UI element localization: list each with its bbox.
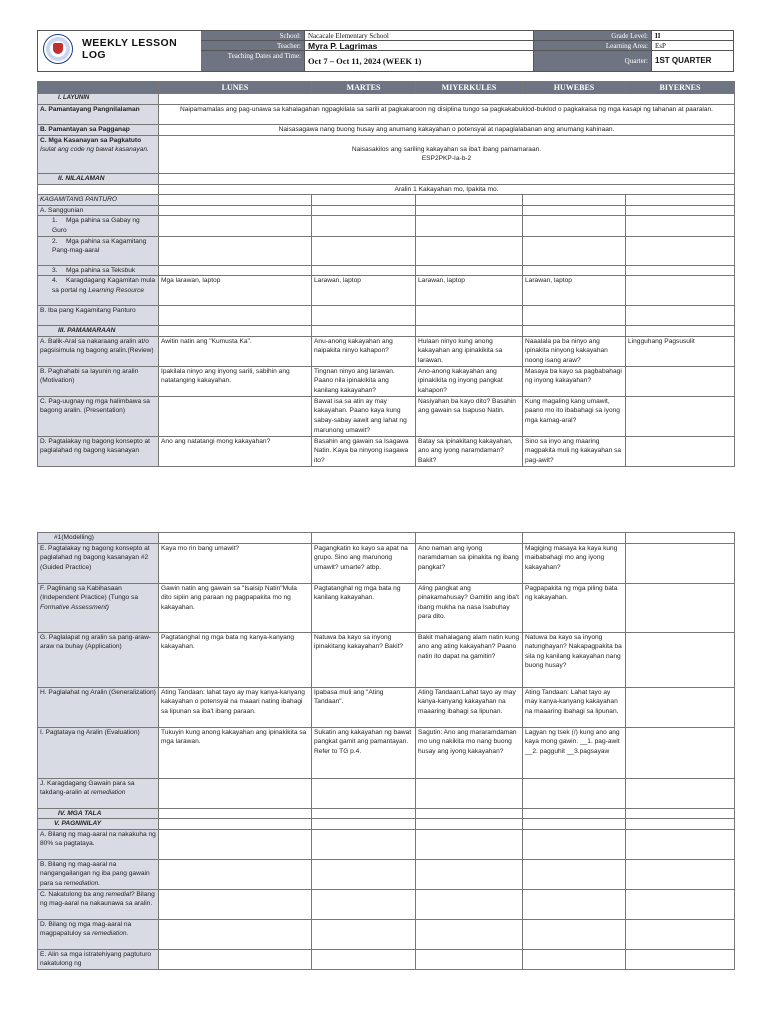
cell: Kung magaling kang umawit, paano mo ito ibabahagi sa iyong mga kamag-aral? (523, 396, 626, 436)
cell: Pagpapakita ng mga piling bata ng kakayahan. (523, 583, 626, 632)
row-label: A. Balik-Aral sa nakaraang aralin at/o pagsisimula ng bagong aralin.(Review) (38, 336, 159, 366)
cell: Pagangkatin ko kayo sa apat na grupo. Sino ang marunong umawit? umarte? atbp. (312, 543, 416, 583)
row-label: F. Paglinang sa Kabihasaan (Independent Practice) (Tungo sa Formative Assessment) (38, 583, 159, 632)
cell (626, 366, 735, 396)
row-label: G. Paglalapat ng aralin sa pang-araw-araw na buhay (Application) (38, 632, 159, 687)
cell: Tingnan ninyo ang larawan. Paano nila ipinakikita ang kanilang kakayahan? (312, 366, 416, 396)
row-label: 2. Mga pahina sa Kagamitang Pang-mag-aaral (38, 236, 159, 265)
cell: Basahin ang gawain sa Isagawa Natin. Kaya ba ninyong isagawa ito? (312, 436, 416, 466)
teacher-label: Teacher: (201, 41, 305, 51)
section-pamamaraan: III. PAMAMARAAN (38, 326, 159, 337)
cell: Ipakilala ninyo ang inyong sarili, sabihin ang natatanging kakayahan. (159, 366, 312, 396)
logo-area (38, 31, 202, 71)
quarter-label: Quarter: (534, 51, 652, 71)
cell: Bakit mahalagang alam natin kung ano ang ating kakayahan? Paano natin ito dapat na gamitin? (416, 632, 523, 687)
day-header: LUNES (159, 82, 312, 94)
cell: Ipabasa muli ang "Ating Tandaan". (312, 687, 416, 727)
row-label: B. Bilang ng mag-aaral na nangangailangan ng iba pang gawain para sa remediation. (38, 859, 159, 889)
row-label: D. Bilang ng mga mag-aaral na magpapatuloy sa remediation. (38, 919, 159, 949)
cell: Lingguhang Pagsusulit (626, 336, 735, 366)
cell: Mga larawan, laptop (159, 276, 312, 306)
teaching-dates-value: Oct 7 – Oct 11, 2024 (WEEK 1) (305, 51, 534, 71)
row-label: B. Pamantayan sa Pagganap (38, 124, 159, 135)
cell: Ating Tandaan: Lahat tayo ay may kanya-kanyang kakayahan na maaaring ibahagi sa lipunan. (523, 687, 626, 727)
cell: Ating Tandaan: lahat tayo ay may kanya-kanyang kakayahan o potensyal na maaari nating ibahagi sa lipunan sa iba't ibang paraan. (159, 687, 312, 727)
school-label: School: (201, 31, 305, 41)
cell (626, 727, 735, 778)
cell: Naaalala pa ba ninyo ang ipinakita ninyong kakayahan noong isang araw? (523, 336, 626, 366)
lesson-title: Aralin 1 Kakayahan mo, Ipakita mo. (159, 184, 735, 195)
cell: Sukatin ang kakayahan ng bawat pangkat gamit ang pamantayan. Refer to TG p.4. (312, 727, 416, 778)
cell (626, 436, 735, 466)
row-label: D. Pagtalakay ng bagong konsepto at paglalahad ng bagong kasanayan (38, 436, 159, 466)
cell: Natuwa ba kayo sa inyong natunghayan? Nakapagpakita ba sila ng kanilang kakayahan nang buong husay? (523, 632, 626, 687)
row-label: #1(Modelling) (38, 533, 159, 544)
cell (626, 583, 735, 632)
row-label: E. Alin sa mga istratehiyang pagtuturo nakatulong ng (38, 949, 159, 969)
cell (626, 276, 735, 306)
row-label: A. Bilang ng mag-aaral na nakakuha ng 80% sa pagtataya. (38, 829, 159, 859)
learning-area-label: Learning Area: (534, 41, 652, 51)
section-mga-tala: IV. MGA TALA (38, 808, 159, 819)
day-header: MARTES (312, 82, 416, 94)
row-label: 1. Mga pahina sa Gabay ng Guro (38, 216, 159, 236)
cell: Larawan, laptop (416, 276, 523, 306)
lesson-log-header (37, 30, 734, 72)
content-standard: Naipamamalas ang pag-unawa sa kahalagahan ngpagkilala sa sarili at pagkakaroon ng disiplina tungo sa pagkakabuklod-buklod o pagkakaisa ng mga kasapi ng tahanan at paaralan. (159, 104, 735, 124)
cell: Pagtatanghal ng mga bata ng kanya-kanyang kakayahan. (159, 632, 312, 687)
row-label: E. Pagtalakay ng bagong konsepto at paglalahad ng bagong kasanayan #2 (Guided Practice) (38, 543, 159, 583)
cell: Masaya ba kayo sa pagbabahagi ng inyong kakayahan? (523, 366, 626, 396)
cell: Batay sa ipinakitang kakayahan, ano ang iyong naramdaman? Bakit? (416, 436, 523, 466)
row-label: H. Paglalahat ng Aralin (Generalization) (38, 687, 159, 727)
cell: Natuwa ba kayo sa inyong ipinakitang kakayahan? Bakit? (312, 632, 416, 687)
cell: Gawin natin ang gawain sa "Isaisip Natin"Mula dito sipiin ang paraan ng pagpapakita mo ng kakayahan. (159, 583, 312, 632)
cell: Tukuyin kung anong kakayahan ang ipinakikita sa mga larawan. (159, 727, 312, 778)
lesson-log-table-page-1 (37, 81, 735, 467)
section-nilalaman: II. NILALAMAN (38, 173, 159, 184)
day-header: HUWEBES (523, 82, 626, 94)
cell: Aling pangkat ang pinakamahusay? Gamitin ang iba't ibang mukha na nasa Isabuhay para dito. (416, 583, 523, 632)
section-pagninilay: V. PAGNINILAY (38, 819, 159, 830)
cell: Sino sa inyo ang maaring magpakita muli ng kakayahan sa pag-awit? (523, 436, 626, 466)
cell: Nasiyahan ba kayo dito? Basahin ang gawain sa Isapuso Natin. (416, 396, 523, 436)
cell: Ano ang natatangi mong kakayahan? (159, 436, 312, 466)
row-label: A. Sanggunian (38, 205, 159, 216)
learning-area-value: EsP (652, 41, 733, 51)
cell (626, 396, 735, 436)
row-label: C. Pag-uugnay ng mga halimbawa sa bagong aralin. (Presentation) (38, 396, 159, 436)
cell: Anu-anong kakayahan ang naipakita ninyo kahapon? (312, 336, 416, 366)
cell: Ano-anong kakayahan ang ipinakikita ng inyong pangkat kahapon? (416, 366, 523, 396)
row-label: J. Karagdagang Gawain para sa takdang-aralin at remediation (38, 778, 159, 808)
row-label: B. Paghahabi sa layunin ng aralin (Motivation) (38, 366, 159, 396)
cell: Ating Tandaan:Lahat tayo ay may kanya-kanyang kakayahan na maaaring ibahagi sa lipunan. (416, 687, 523, 727)
document-title: WEEKLY LESSON LOG (82, 37, 178, 61)
cell: Kaya mo rin bang umawit? (159, 543, 312, 583)
lesson-log-table-page-2 (37, 532, 735, 970)
cell: Sagutin: Ano ang mararamdaman mo ung nakikita mo nang buong husay ang iyong kakayahan? (416, 727, 523, 778)
section-kagamitan: KAGAMITANG PANTURO (38, 195, 159, 206)
row-label: C. Nakatulong ba ang remedial? Bilang ng mag-aaral na nakaunawa sa aralin. (38, 889, 159, 919)
quarter-value: 1ST QUARTER (652, 51, 733, 71)
grade-level-label: Grade Level: (534, 31, 652, 41)
row-label: A. Pamantayang Pangnilalaman (38, 104, 159, 124)
cell: Ano naman ang iyong naramdaman sa ipinakita ng ibang pangkat? (416, 543, 523, 583)
row-label: I. Pagtataya ng Aralin (Evaluation) (38, 727, 159, 778)
cell: Larawan, laptop (312, 276, 416, 306)
day-header-row (38, 82, 735, 94)
learning-competency: Naisasakilos ang sariling kakayahan sa iba't ibang pamamaraan. ESP2PKP-Ia-b-2 (159, 135, 735, 173)
cell: Hulaan ninyo kung anong kakayahan ang ipinakikita sa larawan. (416, 336, 523, 366)
day-header: BIYERNES (626, 82, 735, 94)
cell: Larawan, laptop (523, 276, 626, 306)
cell: Pagtatanghal ng mga bata ng kanilang kakayahan. (312, 583, 416, 632)
row-label: B. Iba pang Kagamitang Panturo (38, 306, 159, 326)
cell (626, 632, 735, 687)
teaching-dates-label: Teaching Dates and Time: (201, 51, 305, 71)
section-layunin: I. LAYUNIN (38, 94, 159, 105)
teacher-value: Myra P. Lagrimas (305, 41, 534, 51)
cell: Lagyan ng tsek (/) kung ano ang kaya mong gawin. __1. pag-awit __2. pagguhit __3.pagsayaw (523, 727, 626, 778)
row-label: 4. Karagdagang Kagamitan mula sa portal ng Learning Resource (38, 276, 159, 306)
cell: Magiging masaya ka kaya kung maibabahagi mo ang iyong kakayahan? (523, 543, 626, 583)
row-label: C. Mga Kasanayan sa Pagkatuto Isulat ang code ng bawat kasanayan. (38, 135, 159, 173)
school-value: Nacacale Elementary School (305, 31, 534, 41)
performance-standard: Naisasagawa nang buong husay ang anumang kakayahan o potensyal at napaglalabanan ang anumang kahinaan. (159, 124, 735, 135)
cell (626, 687, 735, 727)
cell (626, 543, 735, 583)
day-header: MIYERKULES (416, 82, 523, 94)
deped-seal-icon (43, 34, 73, 64)
grade-level-value: II (652, 31, 733, 41)
cell: Bawat isa sa atin ay may kakayahan. Paano kaya kung sabay-sabay aawit ang lahat ng marunong umawit? (312, 396, 416, 436)
cell (159, 396, 312, 436)
cell: Awitin natin ang "Kumusta Ka". (159, 336, 312, 366)
row-label: 3. Mga pahina sa Teksbuk (38, 265, 159, 276)
